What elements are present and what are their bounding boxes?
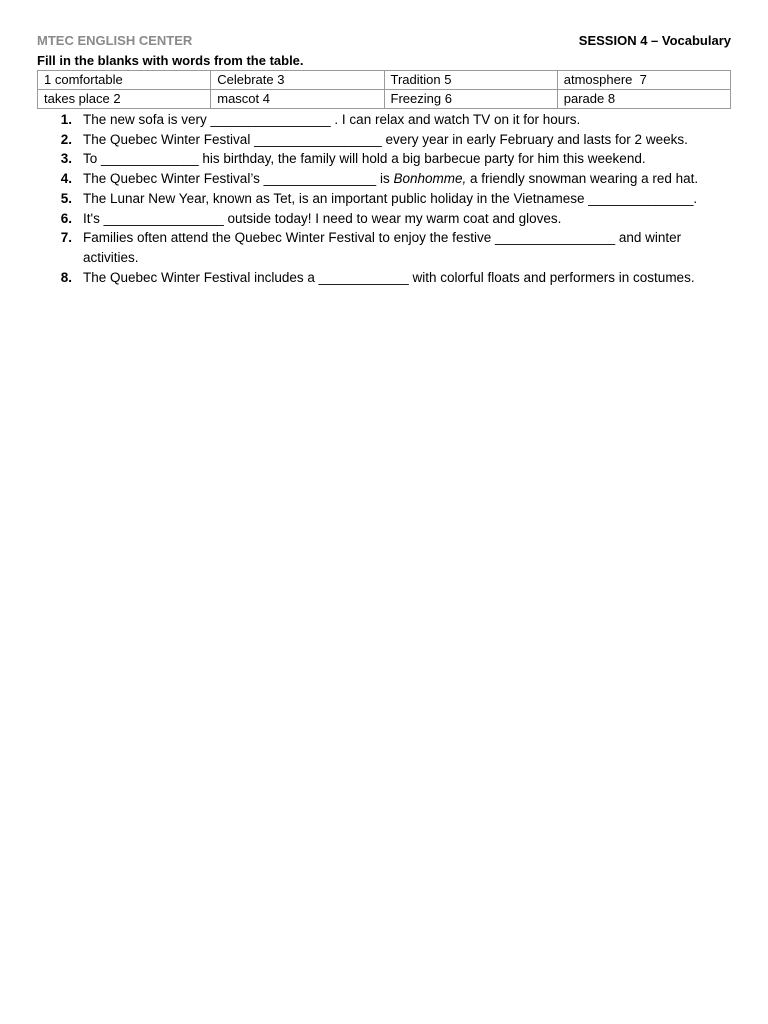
question-item [37,209,731,229]
question-item [37,130,731,150]
question-number: 7. [60,230,72,246]
question-item [37,149,731,169]
question-text [83,169,731,189]
question-number: 3. [60,151,72,167]
word-cell: atmosphere 7 [557,71,730,90]
word-cell: Freezing 6 [384,90,557,109]
question-item [37,189,731,209]
question-text-end: a friendly snowman wearing a red hat. [466,171,699,187]
word-cell: mascot 4 [211,90,384,109]
question-item [37,268,731,288]
question-item [37,169,731,189]
question-number: 4. [60,171,72,187]
question-text: The new sofa is very ________________ . I can relax and watch TV on it for hours. [83,112,581,127]
session-title: SESSION 4 – Vocabulary [578,33,731,48]
word-cell: takes place 2 [38,90,211,109]
center-name: MTEC ENGLISH CENTER [37,33,193,48]
question-number: 8. [60,269,72,285]
question-list [37,110,731,287]
instruction-text: Fill in the blanks with words from the table. [37,53,304,68]
question-text: To _____________ his birthday, the family will hold a big barbecue party for him this weekend. [83,151,646,167]
worksheet-header [37,33,731,51]
word-table [37,70,731,109]
question-italic-term: Bonhomme, [393,171,467,187]
question-item [37,110,731,130]
question-text: The Quebec Winter Festival _________________ every year in early February and lasts for 2 weeks. [83,131,688,147]
word-cell: Tradition 5 [384,71,557,90]
question-text: Families often attend the Quebec Winter Festival to enjoy the festive ________________ and winter activities. [83,230,682,265]
question-text-start: The Quebec Winter Festival’s _______________ is [83,171,394,187]
question-number: 5. [60,190,72,206]
question-item [37,228,731,267]
question-number: 1. [60,112,72,127]
question-text: The Lunar New Year, known as Tet, is an important public holiday in the Vietnamese ______________. [83,190,698,206]
question-number: 6. [60,210,72,226]
word-cell: 1 comfortable [38,71,211,90]
word-cell: parade 8 [557,90,730,109]
question-number: 2. [60,131,72,147]
question-text: It's ________________ outside today! I need to wear my warm coat and gloves. [83,210,562,226]
question-text: The Quebec Winter Festival includes a ____________ with colorful floats and performers in costumes. [83,269,695,285]
word-table-row [38,90,731,109]
worksheet-page [37,33,731,287]
word-cell: Celebrate 3 [211,71,384,90]
word-table-row [38,71,731,90]
